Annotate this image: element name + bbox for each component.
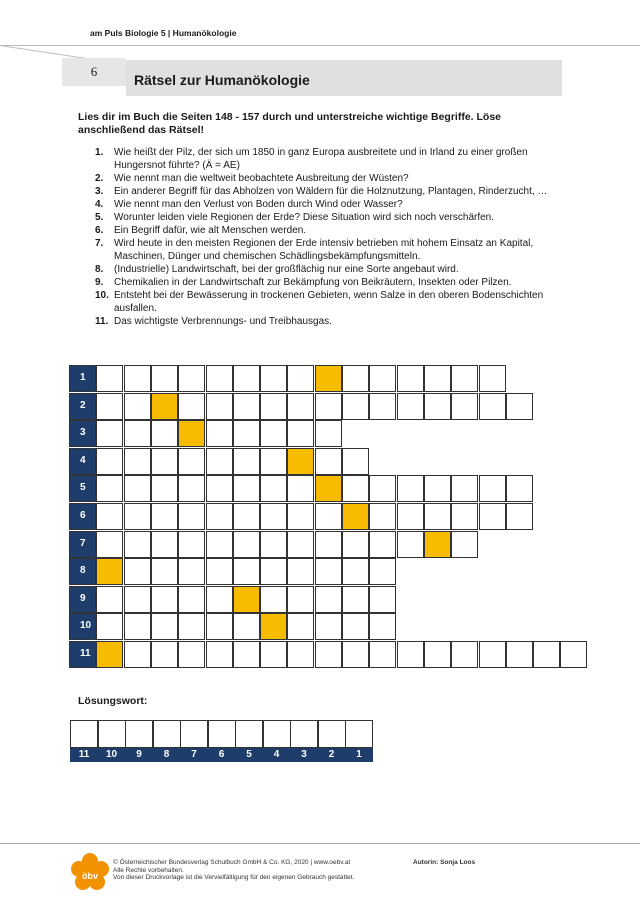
solution-letter-cell[interactable] bbox=[287, 448, 314, 475]
question-text: Worunter leiden viele Regionen der Erde? Diese Situation wird sich noch verschärfen. bbox=[114, 211, 495, 223]
question-item bbox=[95, 316, 570, 329]
letter-cell[interactable] bbox=[260, 420, 287, 447]
solution-box[interactable] bbox=[318, 720, 346, 748]
question-item bbox=[95, 238, 570, 263]
letter-cell[interactable] bbox=[233, 641, 260, 668]
question-text: Wie nennt man die weltweit beobachtete Ausbreitung der Wüsten? bbox=[114, 172, 409, 184]
letter-cell[interactable] bbox=[151, 586, 178, 613]
letter-cell[interactable] bbox=[397, 641, 424, 668]
solution-box[interactable] bbox=[235, 720, 263, 748]
footer-rule bbox=[0, 843, 640, 844]
letter-cell[interactable] bbox=[206, 420, 233, 447]
letter-cell[interactable] bbox=[451, 641, 478, 668]
letter-cell[interactable] bbox=[315, 420, 342, 447]
letter-cell[interactable] bbox=[369, 393, 396, 420]
row-number-cell: 2 bbox=[69, 393, 96, 420]
solution-letter-cell[interactable] bbox=[315, 475, 342, 502]
letter-cell[interactable] bbox=[178, 503, 205, 530]
letter-cell[interactable] bbox=[124, 558, 151, 585]
letter-cell[interactable] bbox=[96, 586, 123, 613]
letter-cell[interactable] bbox=[124, 613, 151, 640]
row-number-cell: 8 bbox=[69, 558, 96, 585]
letter-cell[interactable] bbox=[342, 558, 369, 585]
letter-cell[interactable] bbox=[424, 365, 451, 392]
page-title: Rätsel zur Humanökologie bbox=[134, 72, 310, 88]
logo-text: öbv bbox=[81, 871, 99, 881]
letter-cell[interactable] bbox=[397, 475, 424, 502]
page-number: 6 bbox=[62, 58, 126, 86]
letter-cell[interactable] bbox=[206, 393, 233, 420]
letter-cell[interactable] bbox=[178, 393, 205, 420]
letter-cell[interactable] bbox=[260, 365, 287, 392]
question-item bbox=[95, 264, 570, 277]
solution-letter-cell[interactable] bbox=[96, 558, 123, 585]
letter-cell[interactable] bbox=[287, 613, 314, 640]
letter-cell[interactable] bbox=[178, 641, 205, 668]
letter-cell[interactable] bbox=[233, 531, 260, 558]
author-credit: Autorin: Sonja Loos bbox=[413, 859, 476, 866]
question-text: Ein Begriff dafür, wie alt Menschen werden. bbox=[114, 225, 307, 237]
letter-cell[interactable] bbox=[479, 393, 506, 420]
intro-text: Lies dir im Buch die Seiten 148 - 157 durch und unterstreiche wichtige Begriffe. Löse anschließend das Rätsel! bbox=[78, 111, 502, 136]
solution-box-number: 10 bbox=[98, 748, 126, 762]
letter-cell[interactable] bbox=[560, 641, 587, 668]
letter-cell[interactable] bbox=[369, 475, 396, 502]
row-number-cell: 7 bbox=[69, 531, 96, 558]
question-item bbox=[95, 277, 570, 290]
question-text: Ein anderer Begriff für das Abholzen von Wäldern für die Holznutzung, Plantagen, Rinderzucht, … bbox=[114, 185, 548, 197]
letter-cell[interactable] bbox=[260, 393, 287, 420]
letter-cell[interactable] bbox=[124, 503, 151, 530]
letter-cell[interactable] bbox=[315, 558, 342, 585]
question-item bbox=[95, 225, 570, 238]
solution-box-number: 8 bbox=[153, 748, 181, 762]
letter-cell[interactable] bbox=[287, 558, 314, 585]
letter-cell[interactable] bbox=[397, 365, 424, 392]
letter-cell[interactable] bbox=[260, 558, 287, 585]
letter-cell[interactable] bbox=[479, 475, 506, 502]
letter-cell[interactable] bbox=[206, 586, 233, 613]
question-number: 1. bbox=[95, 147, 104, 158]
letter-cell[interactable] bbox=[424, 503, 451, 530]
letter-cell[interactable] bbox=[424, 641, 451, 668]
letter-cell[interactable] bbox=[206, 365, 233, 392]
letter-cell[interactable] bbox=[124, 586, 151, 613]
letter-cell[interactable] bbox=[369, 641, 396, 668]
solution-box[interactable] bbox=[290, 720, 318, 748]
question-item bbox=[95, 212, 570, 225]
copyright-notice bbox=[113, 859, 354, 882]
letter-cell[interactable] bbox=[151, 613, 178, 640]
solution-letter-cell[interactable] bbox=[178, 420, 205, 447]
letter-cell[interactable] bbox=[506, 393, 533, 420]
letter-cell[interactable] bbox=[124, 448, 151, 475]
letter-cell[interactable] bbox=[287, 503, 314, 530]
letter-cell[interactable] bbox=[369, 531, 396, 558]
letter-cell[interactable] bbox=[178, 365, 205, 392]
letter-cell[interactable] bbox=[451, 393, 478, 420]
letter-cell[interactable] bbox=[287, 586, 314, 613]
letter-cell[interactable] bbox=[506, 641, 533, 668]
solution-box-number: 9 bbox=[125, 748, 153, 762]
solution-box[interactable] bbox=[263, 720, 291, 748]
letter-cell[interactable] bbox=[124, 365, 151, 392]
letter-cell[interactable] bbox=[369, 613, 396, 640]
letter-cell[interactable] bbox=[287, 393, 314, 420]
solution-box[interactable] bbox=[180, 720, 208, 748]
solution-label: Lösungswort: bbox=[78, 695, 148, 707]
letter-cell[interactable] bbox=[233, 503, 260, 530]
letter-cell[interactable] bbox=[342, 531, 369, 558]
letter-cell[interactable] bbox=[397, 503, 424, 530]
question-number: 11. bbox=[95, 315, 109, 327]
question-item bbox=[95, 147, 570, 172]
letter-cell[interactable] bbox=[233, 448, 260, 475]
letter-cell[interactable] bbox=[96, 393, 123, 420]
letter-cell[interactable] bbox=[342, 448, 369, 475]
letter-cell[interactable] bbox=[151, 503, 178, 530]
solution-box-number: 4 bbox=[263, 748, 291, 762]
letter-cell[interactable] bbox=[287, 531, 314, 558]
question-item bbox=[95, 173, 570, 186]
letter-cell[interactable] bbox=[506, 475, 533, 502]
oebv-logo bbox=[70, 852, 110, 892]
letter-cell[interactable] bbox=[451, 503, 478, 530]
letter-cell[interactable] bbox=[424, 393, 451, 420]
letter-cell[interactable] bbox=[287, 641, 314, 668]
solution-box-number: 6 bbox=[208, 748, 236, 762]
letter-cell[interactable] bbox=[315, 586, 342, 613]
letter-cell[interactable] bbox=[206, 503, 233, 530]
question-text: Wie nennt man den Verlust von Boden durch Wind oder Wasser? bbox=[114, 198, 403, 210]
solution-letter-cell[interactable] bbox=[342, 503, 369, 530]
copyright-line: Von dieser Druckvorlage ist die Vervielfältigung für den eigenen Gebrauch gestattet. bbox=[113, 874, 355, 882]
letter-cell[interactable] bbox=[206, 558, 233, 585]
letter-cell[interactable] bbox=[178, 613, 205, 640]
letter-cell[interactable] bbox=[369, 365, 396, 392]
question-number: 5. bbox=[95, 211, 104, 223]
letter-cell[interactable] bbox=[96, 365, 123, 392]
letter-cell[interactable] bbox=[479, 503, 506, 530]
letter-cell[interactable] bbox=[260, 531, 287, 558]
letter-cell[interactable] bbox=[233, 393, 260, 420]
solution-box-number: 2 bbox=[318, 748, 346, 762]
letter-cell[interactable] bbox=[151, 641, 178, 668]
letter-cell[interactable] bbox=[206, 448, 233, 475]
solution-letter-cell[interactable] bbox=[233, 586, 260, 613]
letter-cell[interactable] bbox=[506, 503, 533, 530]
letter-cell[interactable] bbox=[151, 558, 178, 585]
letter-cell[interactable] bbox=[96, 420, 123, 447]
letter-cell[interactable] bbox=[96, 503, 123, 530]
question-item bbox=[95, 290, 570, 315]
letter-cell[interactable] bbox=[206, 641, 233, 668]
question-text: Wird heute in den meisten Regionen der Erde intensiv betrieben mit hohem Einsatz an Kapital, Maschinen, Dünger und chemischen Schädlingsbekämpfungsmitteln. bbox=[114, 238, 534, 262]
solution-box[interactable] bbox=[345, 720, 373, 748]
letter-cell[interactable] bbox=[96, 448, 123, 475]
letter-cell[interactable] bbox=[178, 558, 205, 585]
solution-box-number: 1 bbox=[345, 748, 373, 762]
question-number: 3. bbox=[95, 185, 104, 197]
solution-letter-cell[interactable] bbox=[424, 531, 451, 558]
copyright-line: © Österreichischer Bundesverlag Schulbuch GmbH & Co. KG, 2020 | www.oebv.at bbox=[113, 859, 351, 866]
letter-cell[interactable] bbox=[533, 641, 560, 668]
letter-cell[interactable] bbox=[260, 503, 287, 530]
letter-cell[interactable] bbox=[233, 613, 260, 640]
row-number-cell: 1 bbox=[69, 365, 96, 392]
letter-cell[interactable] bbox=[315, 641, 342, 668]
row-number-cell: 5 bbox=[69, 475, 96, 502]
letter-cell[interactable] bbox=[151, 420, 178, 447]
letter-cell[interactable] bbox=[369, 558, 396, 585]
solution-letter-cell[interactable] bbox=[260, 613, 287, 640]
question-number: 2. bbox=[95, 172, 104, 184]
letter-cell[interactable] bbox=[342, 475, 369, 502]
letter-cell[interactable] bbox=[451, 365, 478, 392]
question-number: 6. bbox=[95, 225, 104, 237]
letter-cell[interactable] bbox=[96, 475, 123, 502]
letter-cell[interactable] bbox=[206, 531, 233, 558]
letter-cell[interactable] bbox=[124, 393, 151, 420]
question-number: 10. bbox=[95, 290, 109, 302]
letter-cell[interactable] bbox=[424, 475, 451, 502]
solution-box[interactable] bbox=[98, 720, 126, 748]
letter-cell[interactable] bbox=[260, 448, 287, 475]
letter-cell[interactable] bbox=[479, 365, 506, 392]
question-number: 9. bbox=[95, 276, 104, 288]
row-number-cell: 9 bbox=[69, 586, 96, 613]
letter-cell[interactable] bbox=[233, 420, 260, 447]
letter-cell[interactable] bbox=[342, 393, 369, 420]
question-text: Chemikalien in der Landwirtschaft zur Bekämpfung von Beikräutern, Insekten oder Pilzen. bbox=[114, 276, 512, 288]
question-item bbox=[95, 199, 570, 212]
solution-box-number: 7 bbox=[180, 748, 208, 762]
letter-cell[interactable] bbox=[260, 475, 287, 502]
letter-cell[interactable] bbox=[342, 613, 369, 640]
solution-box[interactable] bbox=[153, 720, 181, 748]
solution-box[interactable] bbox=[125, 720, 153, 748]
question-item bbox=[95, 186, 570, 199]
letter-cell[interactable] bbox=[315, 503, 342, 530]
row-number-cell: 3 bbox=[69, 420, 96, 447]
letter-cell[interactable] bbox=[342, 641, 369, 668]
question-list bbox=[95, 147, 570, 329]
letter-cell[interactable] bbox=[233, 365, 260, 392]
question-number: 4. bbox=[95, 198, 104, 210]
letter-cell[interactable] bbox=[315, 613, 342, 640]
letter-cell[interactable] bbox=[151, 448, 178, 475]
letter-cell[interactable] bbox=[369, 586, 396, 613]
letter-cell[interactable] bbox=[124, 641, 151, 668]
letter-cell[interactable] bbox=[178, 531, 205, 558]
letter-cell[interactable] bbox=[479, 641, 506, 668]
question-text: (Industrielle) Landwirtschaft, bei der großflächig nur eine Sorte angebaut wird. bbox=[114, 263, 459, 275]
letter-cell[interactable] bbox=[178, 586, 205, 613]
letter-cell[interactable] bbox=[315, 448, 342, 475]
letter-cell[interactable] bbox=[287, 475, 314, 502]
question-number: 8. bbox=[95, 263, 104, 275]
letter-cell[interactable] bbox=[287, 420, 314, 447]
letter-cell[interactable] bbox=[397, 393, 424, 420]
letter-cell[interactable] bbox=[260, 641, 287, 668]
row-number-cell: 6 bbox=[69, 503, 96, 530]
letter-cell[interactable] bbox=[124, 475, 151, 502]
letter-cell[interactable] bbox=[315, 531, 342, 558]
question-text: Entsteht bei der Bewässerung in trockenen Gebieten, wenn Salze in den oberen Bodenschichten ausfallen. bbox=[114, 290, 544, 314]
solution-box[interactable] bbox=[208, 720, 236, 748]
letter-cell[interactable] bbox=[369, 503, 396, 530]
letter-cell[interactable] bbox=[451, 475, 478, 502]
letter-cell[interactable] bbox=[206, 475, 233, 502]
solution-box-number: 5 bbox=[235, 748, 263, 762]
letter-cell[interactable] bbox=[342, 586, 369, 613]
solution-letter-cell[interactable] bbox=[96, 641, 123, 668]
letter-cell[interactable] bbox=[151, 475, 178, 502]
row-number-cell: 4 bbox=[69, 448, 96, 475]
copyright-line: Alle Rechte vorbehalten. bbox=[113, 866, 184, 874]
solution-letter-cell[interactable] bbox=[151, 393, 178, 420]
letter-cell[interactable] bbox=[287, 365, 314, 392]
letter-cell[interactable] bbox=[124, 531, 151, 558]
letter-cell[interactable] bbox=[397, 531, 424, 558]
letter-cell[interactable] bbox=[233, 475, 260, 502]
solution-box[interactable] bbox=[70, 720, 98, 748]
letter-cell[interactable] bbox=[315, 393, 342, 420]
question-text: Wie heißt der Pilz, der sich um 1850 in ganz Europa ausbreitete und in Irland zu einer großen Hungersnot führte? (Ä = AE) bbox=[114, 147, 528, 171]
letter-cell[interactable] bbox=[124, 420, 151, 447]
question-number: 7. bbox=[95, 238, 104, 250]
row-number-cell: 11 bbox=[69, 641, 96, 668]
letter-cell[interactable] bbox=[151, 531, 178, 558]
letter-cell[interactable] bbox=[342, 365, 369, 392]
letter-cell[interactable] bbox=[96, 531, 123, 558]
row-number-cell: 10 bbox=[69, 613, 96, 640]
series-header: am Puls Biologie 5 | Humanökologie bbox=[90, 28, 237, 38]
letter-cell[interactable] bbox=[151, 365, 178, 392]
question-text: Das wichtigste Verbrennungs- und Treibhausgas. bbox=[114, 315, 332, 327]
solution-box-number: 3 bbox=[290, 748, 318, 762]
solution-box-number: 11 bbox=[70, 748, 98, 762]
letter-cell[interactable] bbox=[451, 531, 478, 558]
letter-cell[interactable] bbox=[206, 613, 233, 640]
letter-cell[interactable] bbox=[233, 558, 260, 585]
solution-letter-cell[interactable] bbox=[315, 365, 342, 392]
letter-cell[interactable] bbox=[178, 475, 205, 502]
letter-cell[interactable] bbox=[260, 586, 287, 613]
letter-cell[interactable] bbox=[178, 448, 205, 475]
letter-cell[interactable] bbox=[96, 613, 123, 640]
